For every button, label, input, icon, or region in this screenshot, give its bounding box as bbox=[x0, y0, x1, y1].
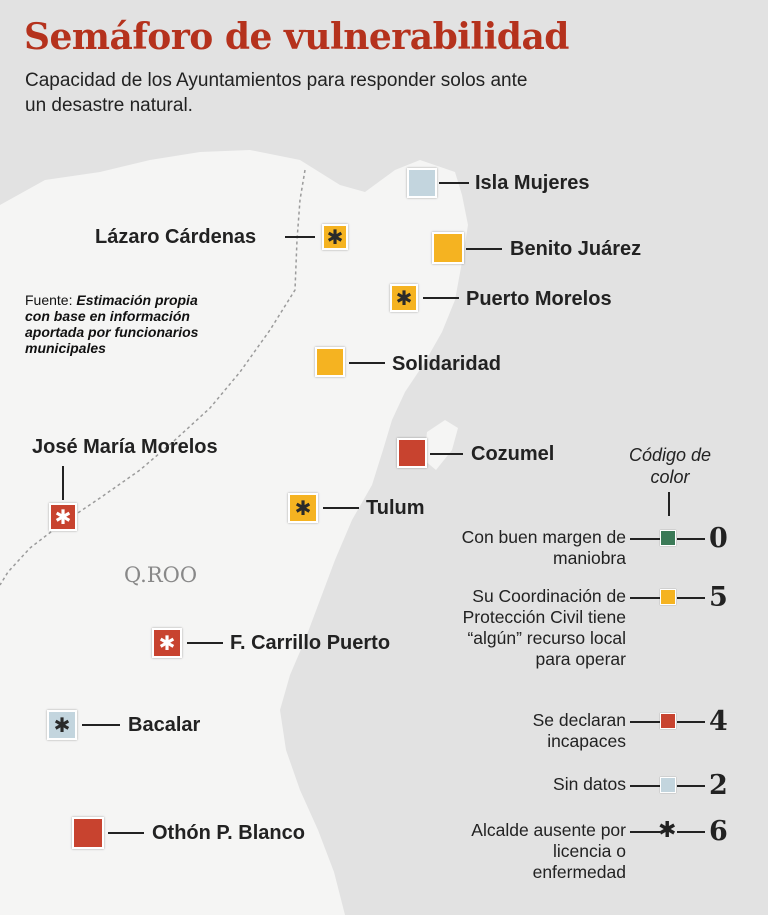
legend-line bbox=[630, 721, 660, 723]
legend-count: 2 bbox=[709, 770, 728, 801]
cozumel-island bbox=[424, 420, 458, 470]
isla-mujeres-label: Isla Mujeres bbox=[475, 172, 590, 194]
absent-icon: ✱ bbox=[294, 496, 312, 520]
page-title: Semáforo de vulnerabilidad bbox=[24, 16, 569, 58]
legend-line bbox=[677, 597, 705, 599]
leader-line bbox=[466, 248, 502, 250]
othon-p-blanco-marker bbox=[72, 817, 104, 849]
legend-count: 0 bbox=[709, 523, 728, 554]
lazaro-cardenas-label: Lázaro Cárdenas bbox=[95, 226, 257, 248]
legend-line bbox=[630, 785, 660, 787]
absent-icon: ✱ bbox=[158, 631, 176, 655]
tulum-label: Tulum bbox=[366, 497, 425, 519]
legend-title-line bbox=[668, 492, 670, 516]
carrillo-puerto-label: F. Carrillo Puerto bbox=[230, 632, 391, 654]
legend-swatch-yellow bbox=[660, 589, 676, 605]
puerto-morelos-label: Puerto Morelos bbox=[466, 288, 612, 310]
cozumel-marker bbox=[397, 438, 427, 468]
legend-line bbox=[677, 785, 705, 787]
leader-line bbox=[285, 236, 315, 238]
absent-icon: ✱ bbox=[54, 505, 72, 529]
leader-line bbox=[439, 182, 469, 184]
jose-maria-morelos-label: José María Morelos bbox=[32, 436, 218, 458]
absent-icon: ✱ bbox=[395, 286, 413, 310]
puerto-morelos-marker bbox=[390, 284, 418, 312]
legend-swatch-gray bbox=[660, 777, 676, 793]
leader-line bbox=[323, 507, 359, 509]
legend-item-label: Alcalde ausente por licencia o enfermedad bbox=[471, 820, 626, 882]
leader-line bbox=[62, 466, 64, 500]
benito-juarez-label: Benito Juárez bbox=[510, 238, 642, 260]
leader-line bbox=[430, 453, 463, 455]
page-subtitle: Capacidad de los Ayuntamientos para responder solos ante un desastre natural. bbox=[25, 70, 528, 116]
tulum-marker bbox=[288, 493, 318, 523]
legend-line bbox=[630, 538, 660, 540]
leader-line bbox=[187, 642, 223, 644]
state-label: Q.ROO bbox=[124, 563, 198, 587]
legend-count: 6 bbox=[709, 816, 728, 847]
solidaridad-label: Solidaridad bbox=[392, 353, 501, 375]
bacalar-marker bbox=[47, 710, 77, 740]
carrillo-puerto-marker bbox=[152, 628, 182, 658]
absent-icon: ✱ bbox=[53, 713, 71, 737]
legend-item-label: Su Coordinación de Protección Civil tiene “algún” recurso local para operar bbox=[462, 586, 626, 669]
othon-p-blanco-label: Othón P. Blanco bbox=[152, 822, 305, 844]
leader-line bbox=[349, 362, 385, 364]
jose-maria-morelos-marker bbox=[49, 503, 77, 531]
legend-title: Código de color bbox=[628, 445, 712, 487]
bacalar-label: Bacalar bbox=[128, 714, 201, 736]
legend-line bbox=[677, 721, 705, 723]
legend-line bbox=[677, 831, 705, 833]
legend-item-label: Sin datos bbox=[553, 774, 626, 794]
benito-juarez-marker bbox=[432, 232, 464, 264]
leader-line bbox=[423, 297, 459, 299]
legend-line bbox=[677, 538, 705, 540]
source-note bbox=[25, 292, 225, 356]
source-text: Estimación propia con base en información aportada por funcionarios municipales bbox=[25, 292, 199, 356]
legend-count: 4 bbox=[709, 706, 728, 737]
absent-icon: ✱ bbox=[326, 225, 344, 249]
legend-count: 5 bbox=[709, 582, 728, 613]
legend-item-label: Se declaran incapaces bbox=[532, 710, 626, 751]
leader-line bbox=[108, 832, 144, 834]
land-area bbox=[0, 150, 468, 915]
lazaro-cardenas-marker bbox=[322, 224, 348, 250]
solidaridad-marker bbox=[315, 347, 345, 377]
legend-swatch-red bbox=[660, 713, 676, 729]
leader-line bbox=[82, 724, 120, 726]
cozumel-label: Cozumel bbox=[471, 443, 555, 465]
isla-mujeres-marker bbox=[407, 168, 437, 198]
legend-swatch-green bbox=[660, 530, 676, 546]
legend-item-label: Con buen margen de maniobra bbox=[461, 527, 626, 568]
legend-line bbox=[630, 597, 660, 599]
absent-icon: ✱ bbox=[658, 818, 677, 843]
legend-line bbox=[630, 831, 660, 833]
source-prefix: Fuente: bbox=[25, 292, 77, 308]
